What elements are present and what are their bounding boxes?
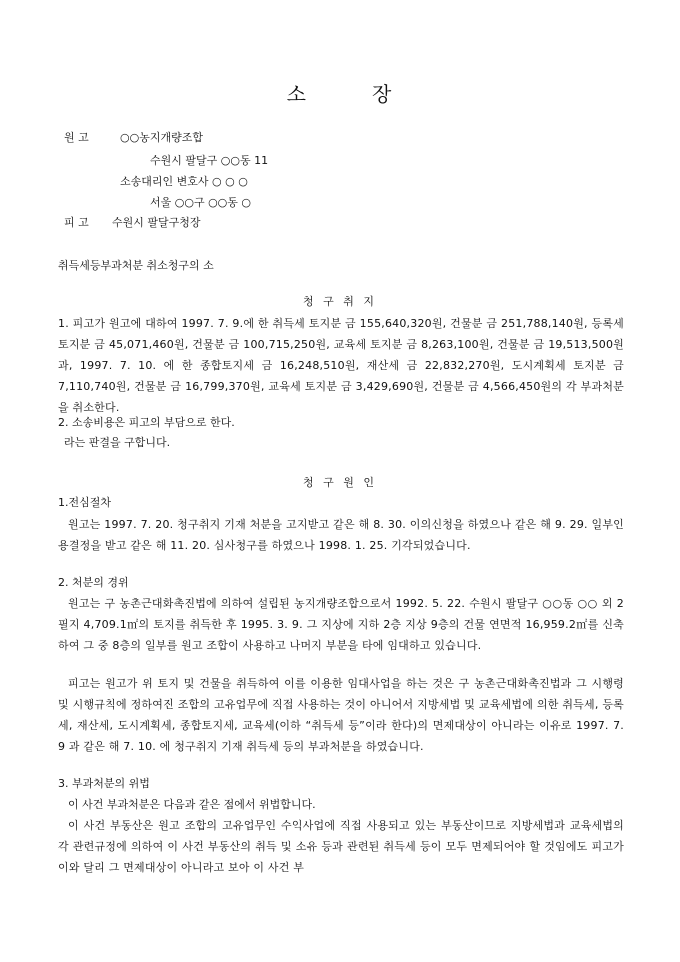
- plaintiff-name: ○○농지개량조합: [120, 131, 203, 144]
- defendant-name: 수원시 팔달구청장: [112, 216, 201, 229]
- attorney: 소송대리인 변호사 ○ ○ ○: [120, 175, 248, 188]
- section-2-paragraph-2: 피고는 원고가 위 토지 및 건물을 취득하여 이를 이용한 임대사업을 하는 것은 구 농촌근대화촉진법과 그 시행령 및 시행규칙에 정하여진 조합의 고유업무에 직접 사용하는 것이 아니어서 지방세법 및 교육세법에 의한 취득세, 등록세, 재산세, 도시계획세, 종합토지세, 교육세(이하 “취득세 등”이라 한다)의 면제대상이 아니라는 이유로 1997. 7. 9 과 같은 해 7. 10. 에 청구취지 기재 취득세 등의 부과처분을 하였습니다.: [58, 677, 624, 753]
- section-1-body: 원고는 1997. 7. 20. 청구취지 기재 처분을 고지받고 같은 해 8. 30. 이의신청을 하였으나 같은 해 9. 29. 일부인용결정을 받고 같은 해 11. 20. 심사청구를 하였으나 1998. 1. 25. 기각되었습니다.: [58, 518, 624, 552]
- section-3-paragraph-1: 이 사건 부과처분은 다음과 같은 점에서 위법합니다.: [68, 798, 316, 811]
- plaintiff-address: 수원시 팔달구 ○○동 11: [150, 154, 269, 167]
- claim-item-1: 1. 피고가 원고에 대하여 1997. 7. 9.에 한 취득세 토지분 금 155,640,320원, 건물분 금 251,788,140원, 등록세토지분 금 45,071,460원, 건물분 금 100,715,250원, 교육세 토지분 금 8,263,100원, 건물분 금 19,513,500원과, 1997. 7. 10. 에 한 종합토지세 금 16,248,510원, 재산세 금 22,832,270원, 도시계획세 토지분 금 7,110,740원, 건물분 금 16,799,370원, 교육세 토지분 금 3,429,690원, 건물분 금 4,566,450원의 각 부과처분을 취소한다.: [58, 317, 624, 414]
- claim-heading: 청 구 취 지: [303, 295, 377, 308]
- section-3-paragraph-2: 이 사건 부동산은 원고 조합의 고유업무인 수익사업에 직접 사용되고 있는 부동산이므로 지방세법과 교육세법의 각 관련규정에 의하여 이 사건 부동산의 취득 및 소유 등과 관련된 취득세 등이 모두 면제되어야 할 것임에도 피고가 이와 달리 그 면제대상이 아니라고 보아 이 사건 부: [58, 819, 624, 874]
- attorney-address: 서울 ○○구 ○○동 ○: [150, 196, 251, 209]
- title-char-2: 장: [372, 82, 394, 106]
- grounds-heading: 청 구 원 인: [303, 476, 377, 489]
- case-name: 취득세등부과처분 취소청구의 소: [58, 259, 214, 272]
- title-char-1: 소: [286, 82, 308, 106]
- section-3-title: 3. 부과처분의 위법: [58, 777, 150, 790]
- section-2-paragraph-1: 원고는 구 농촌근대화촉진법에 의하여 설립된 농지개량조합으로서 1992. 5. 22. 수원시 팔달구 ○○동 ○○ 외 2필지 4,709.1㎡의 토지를 취득한 후 1995. 3. 9. 그 지상에 지하 2층 지상 9층의 건물 연면적 16,959.2㎡를 신축하여 그 중 8층의 일부를 원고 조합이 사용하고 나머지 부분을 타에 임대하고 있습니다.: [58, 597, 624, 652]
- section-2-title: 2. 처분의 경위: [58, 576, 129, 589]
- plaintiff-label: 원 고: [64, 131, 89, 144]
- defendant-label: 피 고: [64, 216, 89, 229]
- page-title: [0, 78, 680, 107]
- claim-item-2: 2. 소송비용은 피고의 부담으로 한다.: [58, 416, 235, 429]
- section-1-title: 1.전심절차: [58, 496, 111, 509]
- claim-closing: 라는 판결을 구합니다.: [64, 436, 171, 449]
